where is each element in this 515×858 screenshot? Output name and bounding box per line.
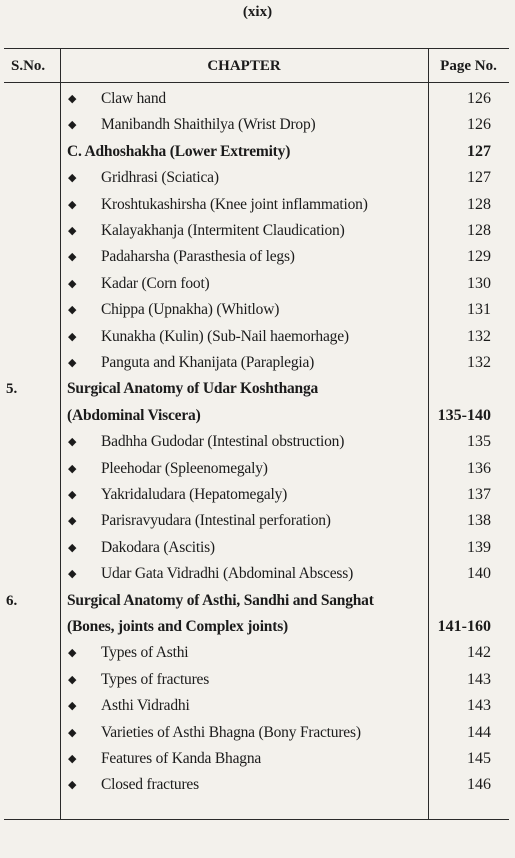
section-row — [4, 376, 509, 402]
entry-title: Types of Asthi — [101, 644, 189, 662]
entry-page-number: 143 — [467, 697, 491, 715]
entry-page-number: 132 — [467, 354, 491, 371]
entry-title: Varieties of Asthi Bhagna (Bony Fractures) — [101, 723, 361, 741]
table-bottom-border — [4, 819, 509, 820]
entry-page-number: 130 — [467, 274, 491, 292]
section-row — [4, 588, 509, 614]
toc-row — [4, 244, 509, 270]
header-chapter: CHAPTER — [207, 58, 281, 74]
entry-title: Chippa (Upnakha) (Whitlow) — [101, 301, 280, 319]
diamond-bullet-icon: ◆ — [68, 462, 77, 475]
diamond-bullet-icon: ◆ — [68, 753, 77, 765]
toc-row — [4, 772, 509, 798]
entry-page-number: 135-140 — [437, 406, 491, 424]
diamond-bullet-icon: ◆ — [68, 436, 77, 449]
entry-title: Closed fractures — [101, 776, 199, 794]
serial-number: 5. — [6, 381, 18, 398]
diamond-bullet-icon: ◆ — [68, 277, 77, 290]
entry-page-number: 132 — [467, 327, 491, 345]
toc-row — [4, 535, 509, 561]
toc-row — [4, 456, 509, 482]
toc-row — [4, 561, 509, 587]
entry-page-number: 144 — [467, 723, 491, 741]
section-row — [4, 403, 509, 429]
entry-title: C. Adhoshakha (Lower Extremity) — [67, 142, 291, 160]
toc-row — [4, 297, 509, 323]
entry-page-number: 126 — [467, 116, 491, 134]
entry-page-number: 135 — [467, 433, 491, 451]
toc-row — [4, 640, 509, 666]
entry-title: Kroshtukashirsha (Knee joint inflammation) — [101, 195, 368, 213]
diamond-bullet-icon: ◆ — [68, 489, 77, 501]
entry-title: Claw hand — [101, 90, 166, 107]
entry-page-number: 139 — [467, 538, 491, 556]
entry-page-number: 129 — [467, 248, 491, 266]
diamond-bullet-icon: ◆ — [68, 568, 77, 581]
diamond-bullet-icon: ◆ — [68, 647, 77, 660]
diamond-bullet-icon: ◆ — [68, 726, 77, 739]
toc-row — [4, 350, 509, 376]
entry-page-number: 127 — [467, 142, 491, 160]
entry-page-number: 137 — [467, 486, 491, 503]
entry-page-number: 140 — [467, 565, 491, 583]
toc-row — [4, 508, 509, 534]
entry-page-number: 128 — [467, 195, 491, 213]
toc-row — [4, 746, 509, 772]
entry-title: Padaharsha (Parasthesia of legs) — [101, 248, 295, 266]
entry-title: Gridhrasi (Sciatica) — [101, 169, 219, 187]
entry-page-number: 127 — [467, 169, 491, 187]
entry-title: Yakridaludara (Hepatomegaly) — [101, 486, 288, 503]
entry-title: Types of fractures — [101, 670, 210, 688]
entry-title: (Abdominal Viscera) — [67, 406, 201, 424]
entry-page-number: 145 — [467, 750, 491, 767]
diamond-bullet-icon: ◆ — [68, 225, 77, 237]
toc-row — [4, 112, 509, 138]
entry-title: Udar Gata Vidradhi (Abdominal Abscess) — [101, 565, 354, 583]
toc-row — [4, 86, 509, 112]
diamond-bullet-icon: ◆ — [68, 541, 77, 554]
toc-row — [4, 165, 509, 191]
table-of-contents — [4, 48, 509, 820]
entry-page-number: 126 — [467, 90, 491, 107]
section-row — [4, 139, 509, 165]
diamond-bullet-icon: ◆ — [68, 198, 77, 211]
diamond-bullet-icon: ◆ — [68, 779, 77, 792]
diamond-bullet-icon: ◆ — [68, 251, 77, 264]
entry-title: Parisravyudara (Intestinal perforation) — [101, 512, 331, 530]
entry-title: Dakodara (Ascitis) — [101, 538, 215, 556]
diamond-bullet-icon: ◆ — [68, 119, 77, 132]
toc-row — [4, 324, 509, 350]
page-number: (xix) — [242, 4, 273, 20]
diamond-bullet-icon: ◆ — [68, 357, 77, 369]
entry-page-number: 142 — [467, 644, 491, 662]
diamond-bullet-icon: ◆ — [68, 330, 77, 343]
diamond-bullet-icon: ◆ — [68, 515, 77, 528]
toc-row — [4, 667, 509, 693]
entry-title: Pleehodar (Spleenomegaly) — [101, 459, 268, 477]
entry-page-number: 138 — [467, 512, 491, 530]
entry-title: Badhha Gudodar (Intestinal obstruction) — [101, 433, 345, 451]
diamond-bullet-icon: ◆ — [68, 172, 77, 185]
header-page-no: Page No. — [440, 58, 497, 74]
section-row — [4, 614, 509, 640]
serial-number: 6. — [6, 592, 18, 609]
entry-title: Surgical Anatomy of Udar Koshthanga — [67, 380, 319, 398]
entry-page-number: 131 — [467, 301, 491, 319]
entry-title: Manibandh Shaithilya (Wrist Drop) — [101, 116, 316, 134]
entry-title: Features of Kanda Bhagna — [101, 750, 262, 767]
entry-title: Panguta and Khanijata (Paraplegia) — [101, 354, 315, 371]
entry-page-number: 136 — [467, 459, 491, 477]
entry-title: Kunakha (Kulin) (Sub-Nail haemorhage) — [101, 327, 349, 345]
header-bottom-border — [4, 82, 509, 83]
entry-page-number: 141-160 — [437, 618, 491, 635]
toc-row — [4, 218, 509, 244]
entry-title: Kalayakhanja (Intermitent Claudication) — [101, 222, 345, 239]
diamond-bullet-icon: ◆ — [68, 673, 77, 686]
entry-page-number: 128 — [467, 222, 491, 239]
entry-title: Surgical Anatomy of Asthi, Sandhi and Sanghat — [67, 591, 374, 609]
toc-row — [4, 482, 509, 508]
toc-row — [4, 192, 509, 218]
diamond-bullet-icon: ◆ — [68, 700, 77, 713]
entry-page-number: 146 — [467, 776, 491, 794]
toc-row — [4, 720, 509, 746]
diamond-bullet-icon: ◆ — [68, 304, 77, 317]
toc-row — [4, 271, 509, 297]
toc-row — [4, 693, 509, 719]
entry-title: Kadar (Corn foot) — [101, 274, 210, 292]
header-sno: S.No. — [11, 58, 46, 74]
entry-title: Asthi Vidradhi — [101, 697, 190, 715]
entry-title: (Bones, joints and Complex joints) — [67, 618, 288, 635]
diamond-bullet-icon: ◆ — [68, 93, 77, 105]
entry-page-number: 143 — [467, 670, 491, 688]
table-top-border — [4, 48, 509, 49]
toc-row — [4, 429, 509, 455]
